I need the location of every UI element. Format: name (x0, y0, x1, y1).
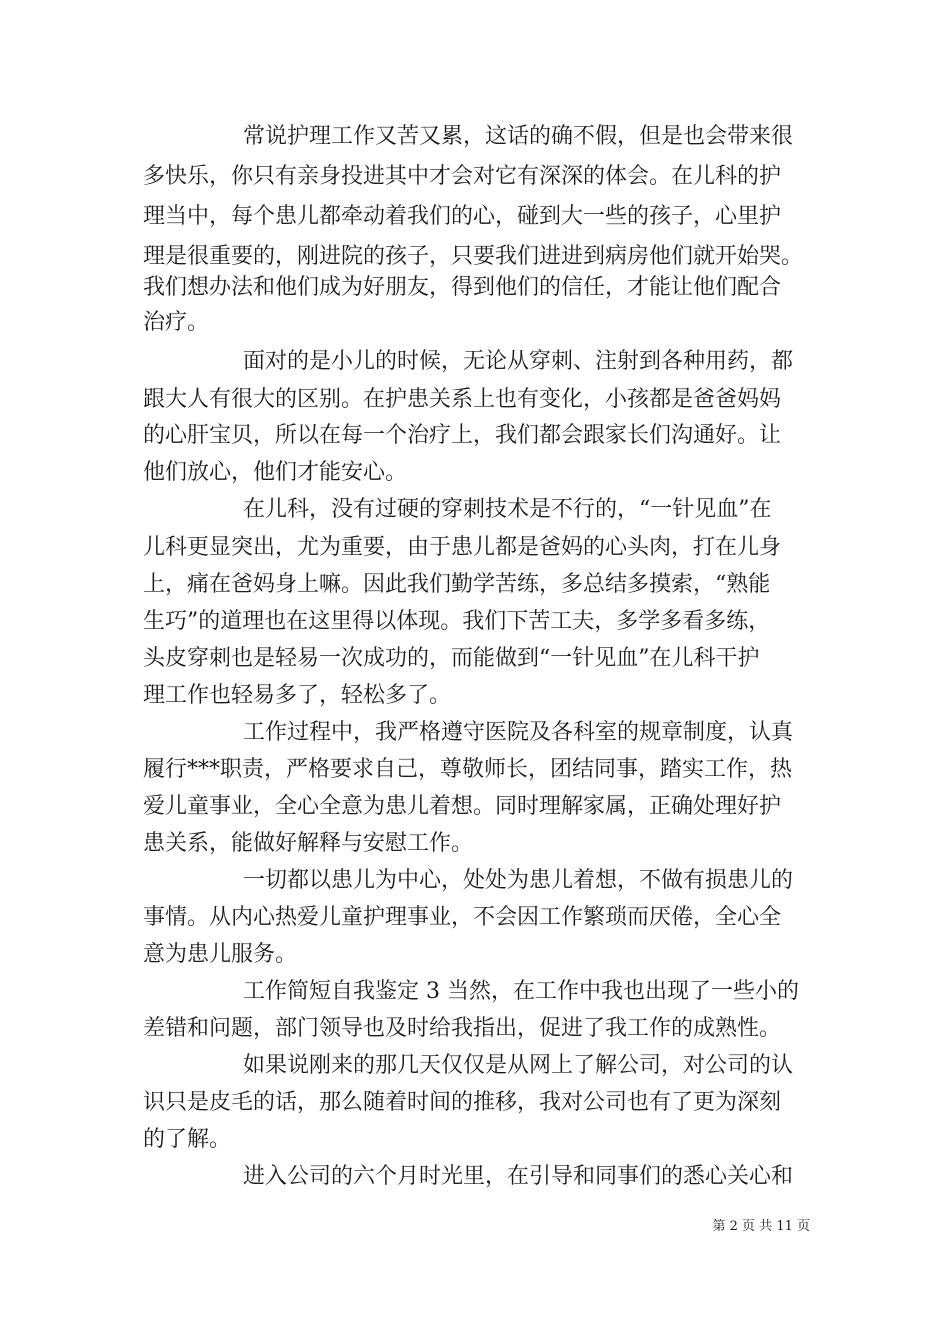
paragraph-line: 理工作也轻易多了，轻松多了。 (143, 683, 452, 708)
page-number-footer: 第 2 页 共 11 页 (712, 1219, 810, 1234)
paragraph-line: 面对的是小儿的时候，无论从穿刺、注射到各种用药，都 (243, 349, 794, 374)
paragraph-line: 工作简短自我鉴定 3 当然，在工作中我也出现了一些小的 (243, 979, 799, 1004)
paragraph-line: 事情。从内心热爱儿童护理事业，不会因工作繁琐而厌倦，全心全 (143, 905, 782, 930)
paragraph-line: 工作过程中，我严格遵守医院及各科室的规章制度，认真 (243, 720, 794, 745)
paragraph-line: 理当中，每个患儿都牵动着我们的心，碰到大一些的孩子，心里护 (143, 204, 782, 229)
paragraph-line: 的了解。 (143, 1127, 232, 1152)
paragraph-line: 进入公司的六个月时光里，在引导和同事们的悉心关心和 (243, 1164, 794, 1189)
paragraph-line: 常说护理工作又苦又累，这话的确不假，但是也会带来很 (243, 124, 794, 149)
paragraph-line: 差错和问题，部门领导也及时给我指出，促进了我工作的成熟性。 (143, 1016, 782, 1041)
paragraph-line: 多快乐，你只有亲身投进其中才会对它有深深的体会。在儿科的护 (143, 164, 782, 189)
paragraph-line: 他们放心，他们才能安心。 (143, 460, 408, 485)
paragraph-line: 头皮穿刺也是轻易一次成功的，而能做到“一针见血”在儿科干护 (143, 646, 760, 671)
paragraph-line: 一切都以患儿为中心，处处为患儿着想，不做有损患儿的 (243, 868, 794, 893)
paragraph-line: 生巧”的道理也在这里得以体现。我们下苦工夫，多学多看多练， (143, 609, 771, 634)
paragraph-line: 识只是皮毛的话，那么随着时间的推移，我对公司也有了更为深刻 (143, 1090, 782, 1115)
paragraph-line: 理是很重要的，刚进院的孩子，只要我们进进到病房他们就开始哭。 (143, 244, 804, 269)
paragraph-line: 的心肝宝贝，所以在每一个治疗上，我们都会跟家长们沟通好。让 (143, 423, 782, 448)
paragraph-line: 我们想办法和他们成为好朋友，得到他们的信任，才能让他们配合 (143, 275, 782, 300)
paragraph-line: 如果说刚来的那几天仅仅是从网上了解公司，对公司的认 (243, 1053, 794, 1078)
paragraph-line: 意为患儿服务。 (143, 942, 298, 967)
paragraph-line: 爱儿童事业，全心全意为患儿着想。同时理解家属，正确处理好护 (143, 794, 782, 819)
paragraph-line: 儿科更显突出，尤为重要，由于患儿都是爸妈的心头肉，打在儿身 (143, 535, 782, 560)
paragraph-line: 在儿科，没有过硬的穿刺技术是不行的，“一针见血”在 (243, 497, 772, 522)
paragraph-line: 患关系，能做好解释与安慰工作。 (143, 831, 474, 856)
paragraph-line: 上，痛在爸妈身上嘛。因此我们勤学苦练，多总结多摸索，“熟能 (143, 572, 771, 597)
paragraph-line: 跟大人有很大的区别。在护患关系上也有变化，小孩都是爸爸妈妈 (143, 387, 782, 412)
paragraph-line: 履行***职责，严格要求自己，尊敬师长，团结同事，踏实工作，热 (143, 757, 793, 782)
paragraph-line: 治疗。 (143, 310, 210, 335)
